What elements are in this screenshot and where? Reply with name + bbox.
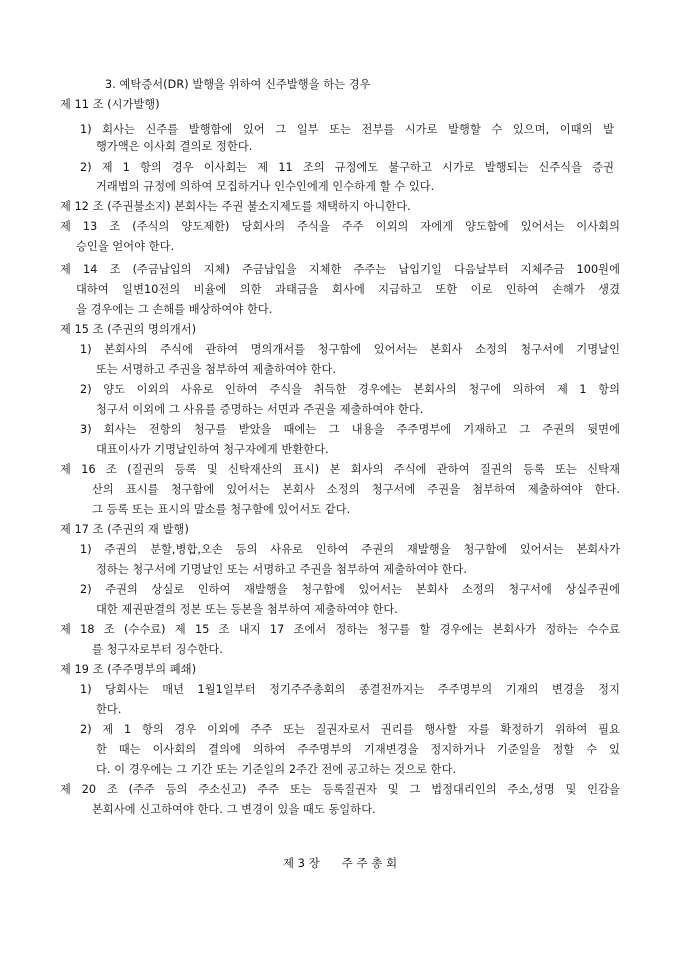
article-19-clause-2: 2) 제 1 항의 경우 이외에 주주 또는 질권자로서 권리를 행사할 자를 확정하기 위하여 필요 xyxy=(80,723,620,736)
list-item-3: 3. 예탁증서(DR) 발행을 위하여 신주발행을 하는 경우 xyxy=(105,78,371,91)
article-15-clause-3: 3) 회사는 전항의 청구를 받았을 때에는 그 내용을 주주명부에 기재하고 그 주권의 뒷면에 xyxy=(80,423,620,436)
article-19-clause-1: 1) 당회사는 매년 1월1일부터 정기주주총회의 종결전까지는 주주명부의 기재의 변경을 정지 xyxy=(80,683,620,696)
article-19-heading: 제 19 조 (주주명부의 폐쇄) xyxy=(60,663,197,676)
article-15-clause-1-cont: 또는 서명하고 주권을 첨부하여 제출하여야 한다. xyxy=(96,363,337,376)
article-11-clause-1: 1) 회사는 신주를 발행함에 있어 그 일부 또는 전부를 시가로 발행할 수 있으며, 이때의 발 xyxy=(80,123,614,136)
article-20-cont: 본회사에 신고하여야 한다. 그 변경이 있을 때도 동일하다. xyxy=(92,803,376,816)
article-16-cont-2: 그 등록 또는 표시의 말소를 청구함에 있어서도 같다. xyxy=(92,503,351,516)
article-15-clause-1: 1) 본회사의 주식에 관하여 명의개서를 청구함에 있어서는 본회사 소정의 청구서에 기명날인 xyxy=(80,343,620,356)
article-12: 제 12 조 (주권불소지) 본회사는 주권 불소지제도를 채택하지 아니한다. xyxy=(60,200,411,213)
article-15-clause-2-cont: 청구서 이외에 그 사유를 증명하는 서면과 주권을 제출하여야 한다. xyxy=(96,403,424,416)
article-19-clause-2-cont-2: 다. 이 경우에는 그 기간 또는 기준일의 2주간 전에 공고하는 것으로 한다. xyxy=(96,763,457,776)
article-19-clause-1-cont: 한다. xyxy=(96,703,122,716)
article-15-clause-2: 2) 양도 이외의 사유로 인하여 주식을 취득한 경우에는 본회사의 청구에 의하여 제 1 항의 xyxy=(80,383,620,396)
article-18: 제 18 조 (수수료) 제 15 조 내지 17 조에서 정하는 청구를 할 경우에는 본회사가 정하는 수수료 xyxy=(60,623,620,636)
article-11-clause-2-cont: 거래법의 규정에 의하여 모집하거나 인수인에게 인수하게 할 수 있다. xyxy=(96,180,435,193)
article-14-cont-1: 대하여 일변10전의 비율에 의한 과태금을 회사에 지급하고 또한 이로 인하여 손해가 생겼 xyxy=(76,283,620,296)
article-17-heading: 제 17 조 (주권의 재 발행) xyxy=(60,523,189,536)
article-16: 제 16 조 (질권의 등록 및 신탁재산의 표시) 본 회사의 주식에 관하여 질권의 등록 또는 신탁재 xyxy=(60,463,620,476)
article-13-cont: 승인을 얻어야 한다. xyxy=(76,240,175,253)
article-17-clause-2: 2) 주권의 상실로 인하여 재발행을 청구함에 있어서는 본회사 소정의 청구서에 상실주권에 xyxy=(80,583,620,596)
article-19-clause-2-cont-1: 한 때는 이사회의 결의에 의하여 주주명부의 기재변경을 정지하거나 기준일을 정할 수 있 xyxy=(96,743,620,756)
article-14: 제 14 조 (주금납입의 지체) 주금납입을 지체한 주주는 납입기일 다음날부터 지체주금 100원에 xyxy=(60,263,620,276)
article-13: 제 13 조 (주식의 양도제한) 당회사의 주식을 주주 이외의 자에게 양도함에 있어서는 이사회의 xyxy=(60,220,620,233)
article-11-heading: 제 11 조 (시가발행) xyxy=(60,98,160,111)
article-11-clause-1-cont: 행가액은 이사회 결의로 정한다. xyxy=(96,140,253,153)
chapter-title: 제 3 장 주 주 총 회 xyxy=(282,856,398,870)
article-17-clause-1: 1) 주권의 분할,병합,오손 등의 사유로 인하여 주권의 재발행을 청구함에 있어서는 본회사가 xyxy=(80,543,620,556)
article-17-clause-2-cont: 대한 제권판결의 정본 또는 등본을 첨부하여 제출하여야 한다. xyxy=(96,603,398,616)
article-14-cont-2: 을 경우에는 그 손해를 배상하여야 한다. xyxy=(76,303,273,316)
article-16-cont-1: 산의 표시를 청구함에 있어서는 본회사 소정의 청구서에 주권을 첨부하여 제출하여야 한다. xyxy=(92,483,620,496)
article-18-cont: 를 청구자로부터 징수한다. xyxy=(92,643,223,656)
article-17-clause-1-cont: 정하는 청구서에 기명날인 또는 서명하고 주권을 첨부하여 제출하여야 한다. xyxy=(96,563,468,576)
article-15-heading: 제 15 조 (주권의 명의개서) xyxy=(60,323,197,336)
article-11-clause-2: 2) 제 1 항의 경우 이사회는 제 11 조의 규정에도 불구하고 시가로 발행되는 신주식을 증권 xyxy=(80,161,614,174)
article-20: 제 20 조 (주주 등의 주소신고) 주주 또는 등록질권자 및 그 법정대리인의 주소,성명 및 인감을 xyxy=(60,783,620,796)
article-15-clause-3-cont: 대표이사가 기명날인하여 청구자에게 반환한다. xyxy=(96,443,329,456)
